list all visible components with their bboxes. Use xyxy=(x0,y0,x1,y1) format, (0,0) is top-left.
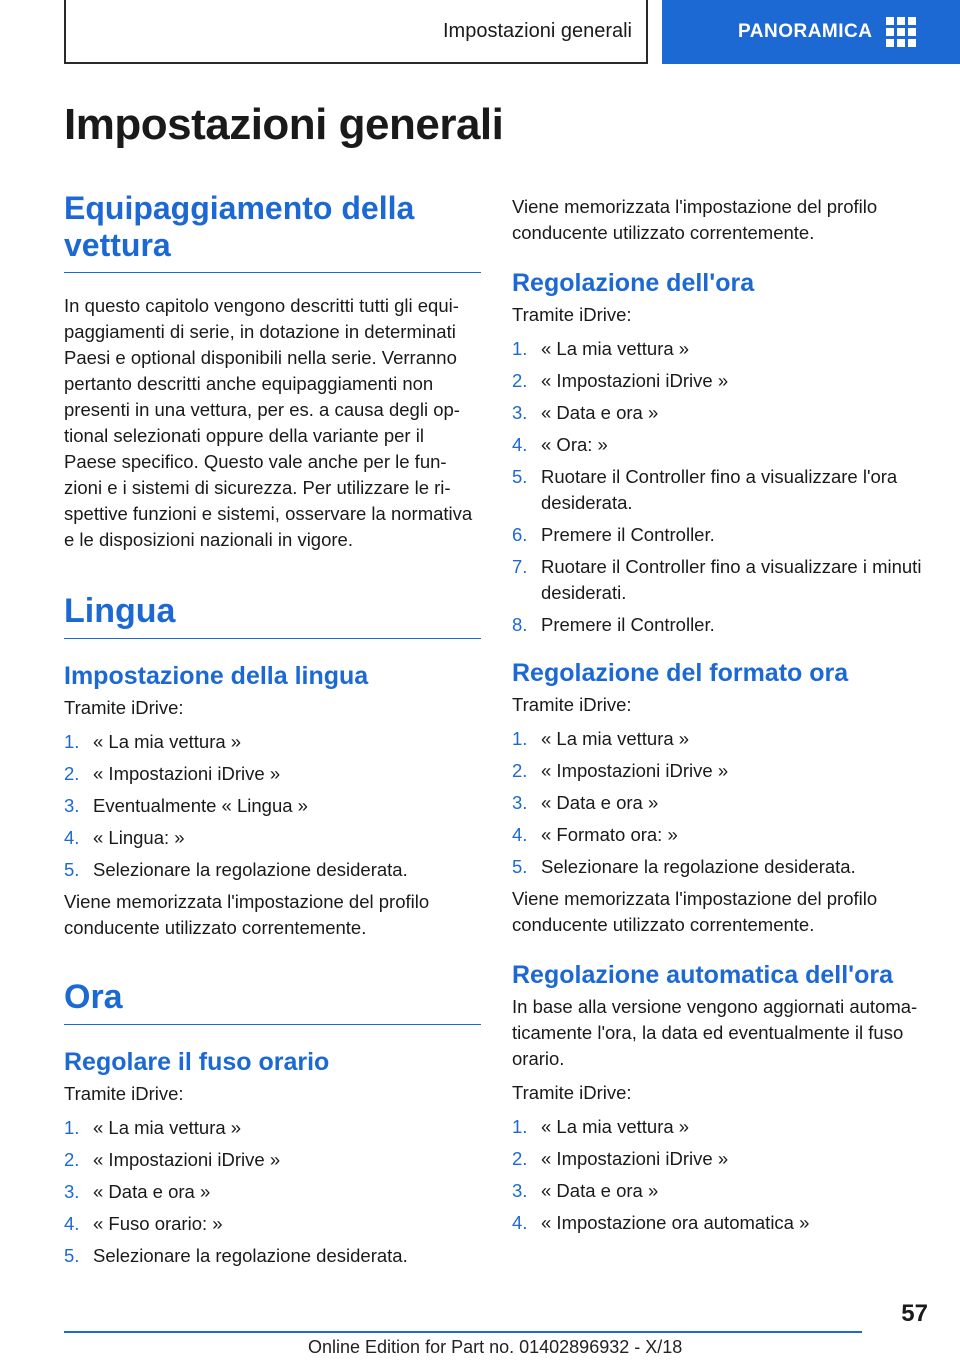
list-item xyxy=(512,790,932,816)
edition-note: Online Edition for Part no. 01402896932 - X/18 xyxy=(308,1337,683,1357)
step-number: 5. xyxy=(64,1245,80,1266)
step-text: « Data e ora » xyxy=(541,1180,659,1201)
overview-button[interactable] xyxy=(662,0,960,64)
step-text: « Data e ora » xyxy=(541,402,659,423)
step-number: 3. xyxy=(512,792,528,813)
equipment-heading: Equipaggiamento della vettura xyxy=(64,190,481,273)
step-text: « Impostazione ora automatica » xyxy=(541,1212,810,1233)
time-steps xyxy=(512,336,932,638)
step-text: Selezionare la regolazione desiderata. xyxy=(93,1245,408,1266)
step-number: 1. xyxy=(64,1117,80,1138)
list-item xyxy=(64,1243,481,1269)
step-text: « Impostazioni iDrive » xyxy=(541,760,729,781)
step-number: 3. xyxy=(512,402,528,423)
step-number: 8. xyxy=(512,614,528,635)
list-item xyxy=(512,554,932,606)
header-section-tab xyxy=(64,0,648,64)
list-item xyxy=(64,1115,481,1141)
lingua-intro: Tramite iDrive: xyxy=(64,697,184,718)
step-text: « Fuso orario: » xyxy=(93,1213,223,1234)
step-text: « La mia vettura » xyxy=(541,728,690,749)
list-item xyxy=(64,793,481,819)
step-number: 1. xyxy=(512,1116,528,1137)
step-number: 3. xyxy=(64,795,80,816)
step-text: Selezionare la regolazione desiderata. xyxy=(541,856,856,877)
step-text: Premere il Controller. xyxy=(541,614,715,635)
left-column xyxy=(64,190,481,1275)
step-text: Ruotare il Controller fino a visualizzare l'ora desiderata. xyxy=(541,466,898,513)
list-item xyxy=(512,368,932,394)
step-number: 3. xyxy=(512,1180,528,1201)
step-text: « Data e ora » xyxy=(93,1181,211,1202)
lingua-heading: Lingua xyxy=(64,593,481,639)
step-number: 2. xyxy=(512,370,528,391)
list-item xyxy=(512,432,932,458)
format-note: Viene memorizzata l'impostazione del profilo conducente utilizzato correntemente. xyxy=(512,888,878,935)
step-number: 5. xyxy=(512,466,528,487)
step-text: Premere il Controller. xyxy=(541,524,715,545)
step-text: « La mia vettura » xyxy=(541,1116,690,1137)
step-number: 1. xyxy=(512,728,528,749)
list-item xyxy=(512,1114,932,1140)
step-text: « Formato ora: » xyxy=(541,824,678,845)
page-title: Impostazioni generali xyxy=(64,100,504,149)
step-number: 2. xyxy=(512,1148,528,1169)
list-item xyxy=(64,1147,481,1173)
list-item xyxy=(512,822,932,848)
step-text: « Data e ora » xyxy=(541,792,659,813)
step-text: Selezionare la regolazione desiderata. xyxy=(93,859,408,880)
list-item xyxy=(512,464,932,516)
auto-body: In base alla versione vengono aggiornati automa-ticamente l'ora, la data ed eventualmente il fuso orario. xyxy=(512,996,918,1069)
grid-icon xyxy=(886,17,916,47)
format-heading: Regolazione del formato ora xyxy=(512,659,849,687)
step-text: « Impostazioni iDrive » xyxy=(93,763,281,784)
list-item xyxy=(64,857,481,883)
list-item xyxy=(64,729,481,755)
step-number: 4. xyxy=(512,434,528,455)
ora-subheading: Regolare il fuso orario xyxy=(64,1048,330,1076)
list-item xyxy=(64,761,481,787)
list-item xyxy=(512,854,932,880)
step-text: « La mia vettura » xyxy=(541,338,690,359)
auto-steps xyxy=(512,1114,932,1236)
list-item xyxy=(64,1179,481,1205)
list-item xyxy=(64,825,481,851)
step-text: « La mia vettura » xyxy=(93,1117,242,1138)
header-section-title: Impostazioni generali xyxy=(443,19,632,42)
list-item xyxy=(64,1211,481,1237)
list-item xyxy=(512,758,932,784)
list-item xyxy=(512,1146,932,1172)
step-text: « Ora: » xyxy=(541,434,608,455)
page-number: 57 xyxy=(901,1300,928,1327)
format-intro: Tramite iDrive: xyxy=(512,694,632,715)
equipment-body: In questo capitolo vengono descritti tutti gli equi-paggiamenti di serie, in dotazione in determinati Paesi e optional disponibili nella serie. Verranno pertanto descritti anche equipaggiamenti non presenti in una vettura, per es. a causa degli op-tional selezionati oppure della variante per il Paese specifico. Questo vale anche per le fun-zioni e i sistemi di sicurezza. Per utilizzare le ri-spettive funzioni e sistemi, osservare la normativa e le disposizioni nazionali in vigore. xyxy=(64,295,473,550)
step-text: « Lingua: » xyxy=(93,827,185,848)
step-text: « La mia vettura » xyxy=(93,731,242,752)
list-item xyxy=(512,1178,932,1204)
list-item xyxy=(512,522,932,548)
step-number: 1. xyxy=(64,731,80,752)
step-number: 5. xyxy=(512,856,528,877)
lingua-note: Viene memorizzata l'impostazione del profilo conducente utilizzato correntemente. xyxy=(64,891,430,938)
lingua-subheading: Impostazione della lingua xyxy=(64,662,369,690)
ora-heading: Ora xyxy=(64,979,481,1025)
step-number: 4. xyxy=(64,827,80,848)
step-number: 3. xyxy=(64,1181,80,1202)
step-number: 6. xyxy=(512,524,528,545)
list-item xyxy=(512,726,932,752)
ora-steps xyxy=(64,1115,481,1269)
auto-intro: Tramite iDrive: xyxy=(512,1082,632,1103)
format-steps xyxy=(512,726,932,880)
right-column xyxy=(512,194,932,1242)
step-text: « Impostazioni iDrive » xyxy=(541,1148,729,1169)
step-number: 4. xyxy=(512,824,528,845)
lingua-steps xyxy=(64,729,481,883)
step-number: 4. xyxy=(512,1212,528,1233)
step-text: « Impostazioni iDrive » xyxy=(541,370,729,391)
list-item xyxy=(512,400,932,426)
list-item xyxy=(512,336,932,362)
step-number: 5. xyxy=(64,859,80,880)
profile-note-top: Viene memorizzata l'impostazione del profilo conducente utilizzato correntemente. xyxy=(512,196,878,243)
list-item xyxy=(512,1210,932,1236)
step-text: Ruotare il Controller fino a visualizzare i minuti desiderati. xyxy=(541,556,922,603)
step-number: 2. xyxy=(64,763,80,784)
ora-intro: Tramite iDrive: xyxy=(64,1083,184,1104)
step-number: 4. xyxy=(64,1213,80,1234)
step-number: 1. xyxy=(512,338,528,359)
footer-divider xyxy=(64,1331,862,1333)
step-number: 2. xyxy=(64,1149,80,1170)
overview-label: PANORAMICA xyxy=(738,21,873,42)
time-intro: Tramite iDrive: xyxy=(512,304,632,325)
list-item xyxy=(512,612,932,638)
step-number: 7. xyxy=(512,556,528,577)
auto-heading: Regolazione automatica dell'ora xyxy=(512,961,894,989)
step-text: « Impostazioni iDrive » xyxy=(93,1149,281,1170)
step-number: 2. xyxy=(512,760,528,781)
step-text: Eventualmente « Lingua » xyxy=(93,795,308,816)
time-heading: Regolazione dell'ora xyxy=(512,269,755,297)
